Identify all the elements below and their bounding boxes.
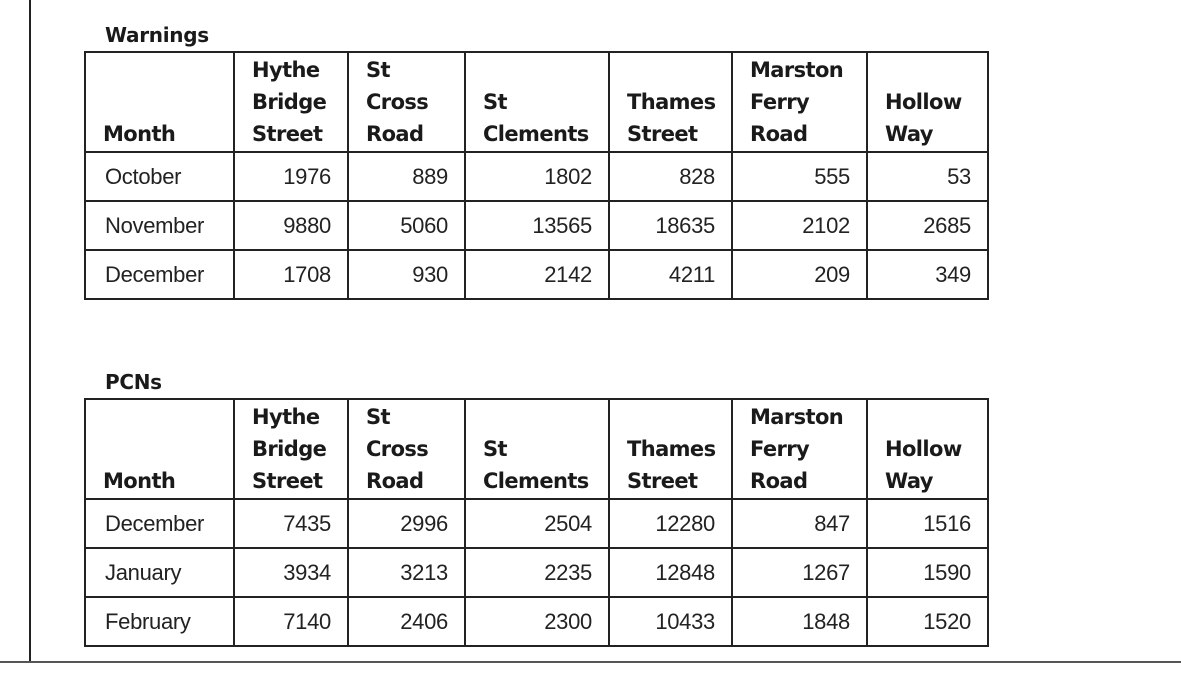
value-cell: 1708 bbox=[234, 250, 348, 299]
column-header-line: Way bbox=[885, 122, 933, 146]
value-cell: 2685 bbox=[867, 201, 988, 250]
warnings-table bbox=[84, 51, 989, 300]
column-header-line: Road bbox=[366, 122, 424, 146]
pcns-title: PCNs bbox=[105, 370, 162, 394]
column-header bbox=[348, 52, 465, 152]
column-header-line: St bbox=[366, 405, 390, 429]
value-cell: 1267 bbox=[732, 548, 867, 597]
column-header-line: Street bbox=[627, 122, 698, 146]
column-header-line: Road bbox=[366, 469, 424, 493]
value-cell: 10433 bbox=[609, 597, 732, 646]
column-header-line: Month bbox=[103, 122, 176, 146]
column-header-line: Road bbox=[750, 122, 808, 146]
table-row bbox=[85, 597, 988, 646]
value-cell: 349 bbox=[867, 250, 988, 299]
column-header-line: Marston bbox=[750, 58, 844, 82]
value-cell: 1848 bbox=[732, 597, 867, 646]
column-header-line: Clements bbox=[483, 469, 589, 493]
column-header bbox=[234, 399, 348, 499]
table-row bbox=[85, 250, 988, 299]
column-header-line: Thames bbox=[627, 437, 716, 461]
value-cell: 1590 bbox=[867, 548, 988, 597]
value-cell: 12848 bbox=[609, 548, 732, 597]
table-row bbox=[85, 499, 988, 548]
column-header-line: Street bbox=[252, 122, 323, 146]
warnings-title: Warnings bbox=[105, 23, 209, 47]
value-cell: 930 bbox=[348, 250, 465, 299]
column-header-line: Cross bbox=[366, 437, 429, 461]
header-row bbox=[85, 52, 988, 152]
column-header-line: Hythe bbox=[252, 58, 320, 82]
column-header bbox=[234, 52, 348, 152]
column-header bbox=[732, 52, 867, 152]
column-header-line: Street bbox=[627, 469, 698, 493]
value-cell: 12280 bbox=[609, 499, 732, 548]
column-header bbox=[867, 52, 988, 152]
value-cell: 2504 bbox=[465, 499, 609, 548]
value-cell: 5060 bbox=[348, 201, 465, 250]
column-header bbox=[732, 399, 867, 499]
pcns-table bbox=[84, 398, 989, 647]
page-left-border bbox=[29, 0, 31, 663]
column-header-line: Hollow bbox=[885, 90, 962, 114]
value-cell: 3213 bbox=[348, 548, 465, 597]
column-header-line: St bbox=[483, 90, 507, 114]
column-header-line: Clements bbox=[483, 122, 589, 146]
month-cell: October bbox=[85, 152, 234, 201]
column-header-line: Way bbox=[885, 469, 933, 493]
table-row bbox=[85, 201, 988, 250]
column-header-line: Hythe bbox=[252, 405, 320, 429]
column-header-line: Bridge bbox=[252, 437, 327, 461]
column-header-line: St bbox=[483, 437, 507, 461]
month-cell: December bbox=[85, 499, 234, 548]
month-cell: November bbox=[85, 201, 234, 250]
column-header-line: Ferry bbox=[750, 437, 810, 461]
column-header-line: Ferry bbox=[750, 90, 810, 114]
column-header-line: Bridge bbox=[252, 90, 327, 114]
value-cell: 2142 bbox=[465, 250, 609, 299]
column-header-line: Street bbox=[252, 469, 323, 493]
column-header-line: Road bbox=[750, 469, 808, 493]
value-cell: 1802 bbox=[465, 152, 609, 201]
value-cell: 3934 bbox=[234, 548, 348, 597]
value-cell: 2235 bbox=[465, 548, 609, 597]
value-cell: 2102 bbox=[732, 201, 867, 250]
header-row bbox=[85, 399, 988, 499]
value-cell: 889 bbox=[348, 152, 465, 201]
value-cell: 7435 bbox=[234, 499, 348, 548]
value-cell: 209 bbox=[732, 250, 867, 299]
column-header-line: Marston bbox=[750, 405, 844, 429]
value-cell: 1520 bbox=[867, 597, 988, 646]
value-cell: 1976 bbox=[234, 152, 348, 201]
value-cell: 555 bbox=[732, 152, 867, 201]
column-header bbox=[465, 52, 609, 152]
column-header-line: Month bbox=[103, 469, 176, 493]
value-cell: 18635 bbox=[609, 201, 732, 250]
value-cell: 847 bbox=[732, 499, 867, 548]
value-cell: 2300 bbox=[465, 597, 609, 646]
month-cell: December bbox=[85, 250, 234, 299]
column-header bbox=[465, 399, 609, 499]
value-cell: 13565 bbox=[465, 201, 609, 250]
column-header-line: Thames bbox=[627, 90, 716, 114]
month-cell: February bbox=[85, 597, 234, 646]
value-cell: 828 bbox=[609, 152, 732, 201]
value-cell: 2996 bbox=[348, 499, 465, 548]
column-header-line: Cross bbox=[366, 90, 429, 114]
column-header bbox=[867, 399, 988, 499]
value-cell: 4211 bbox=[609, 250, 732, 299]
column-header-line: Hollow bbox=[885, 437, 962, 461]
table-row bbox=[85, 152, 988, 201]
table-row bbox=[85, 548, 988, 597]
page-bottom-border bbox=[0, 661, 1181, 663]
column-header bbox=[609, 399, 732, 499]
column-header bbox=[85, 52, 234, 152]
value-cell: 9880 bbox=[234, 201, 348, 250]
value-cell: 53 bbox=[867, 152, 988, 201]
column-header bbox=[85, 399, 234, 499]
column-header bbox=[348, 399, 465, 499]
column-header bbox=[609, 52, 732, 152]
column-header-line: St bbox=[366, 58, 390, 82]
month-cell: January bbox=[85, 548, 234, 597]
value-cell: 2406 bbox=[348, 597, 465, 646]
value-cell: 1516 bbox=[867, 499, 988, 548]
value-cell: 7140 bbox=[234, 597, 348, 646]
